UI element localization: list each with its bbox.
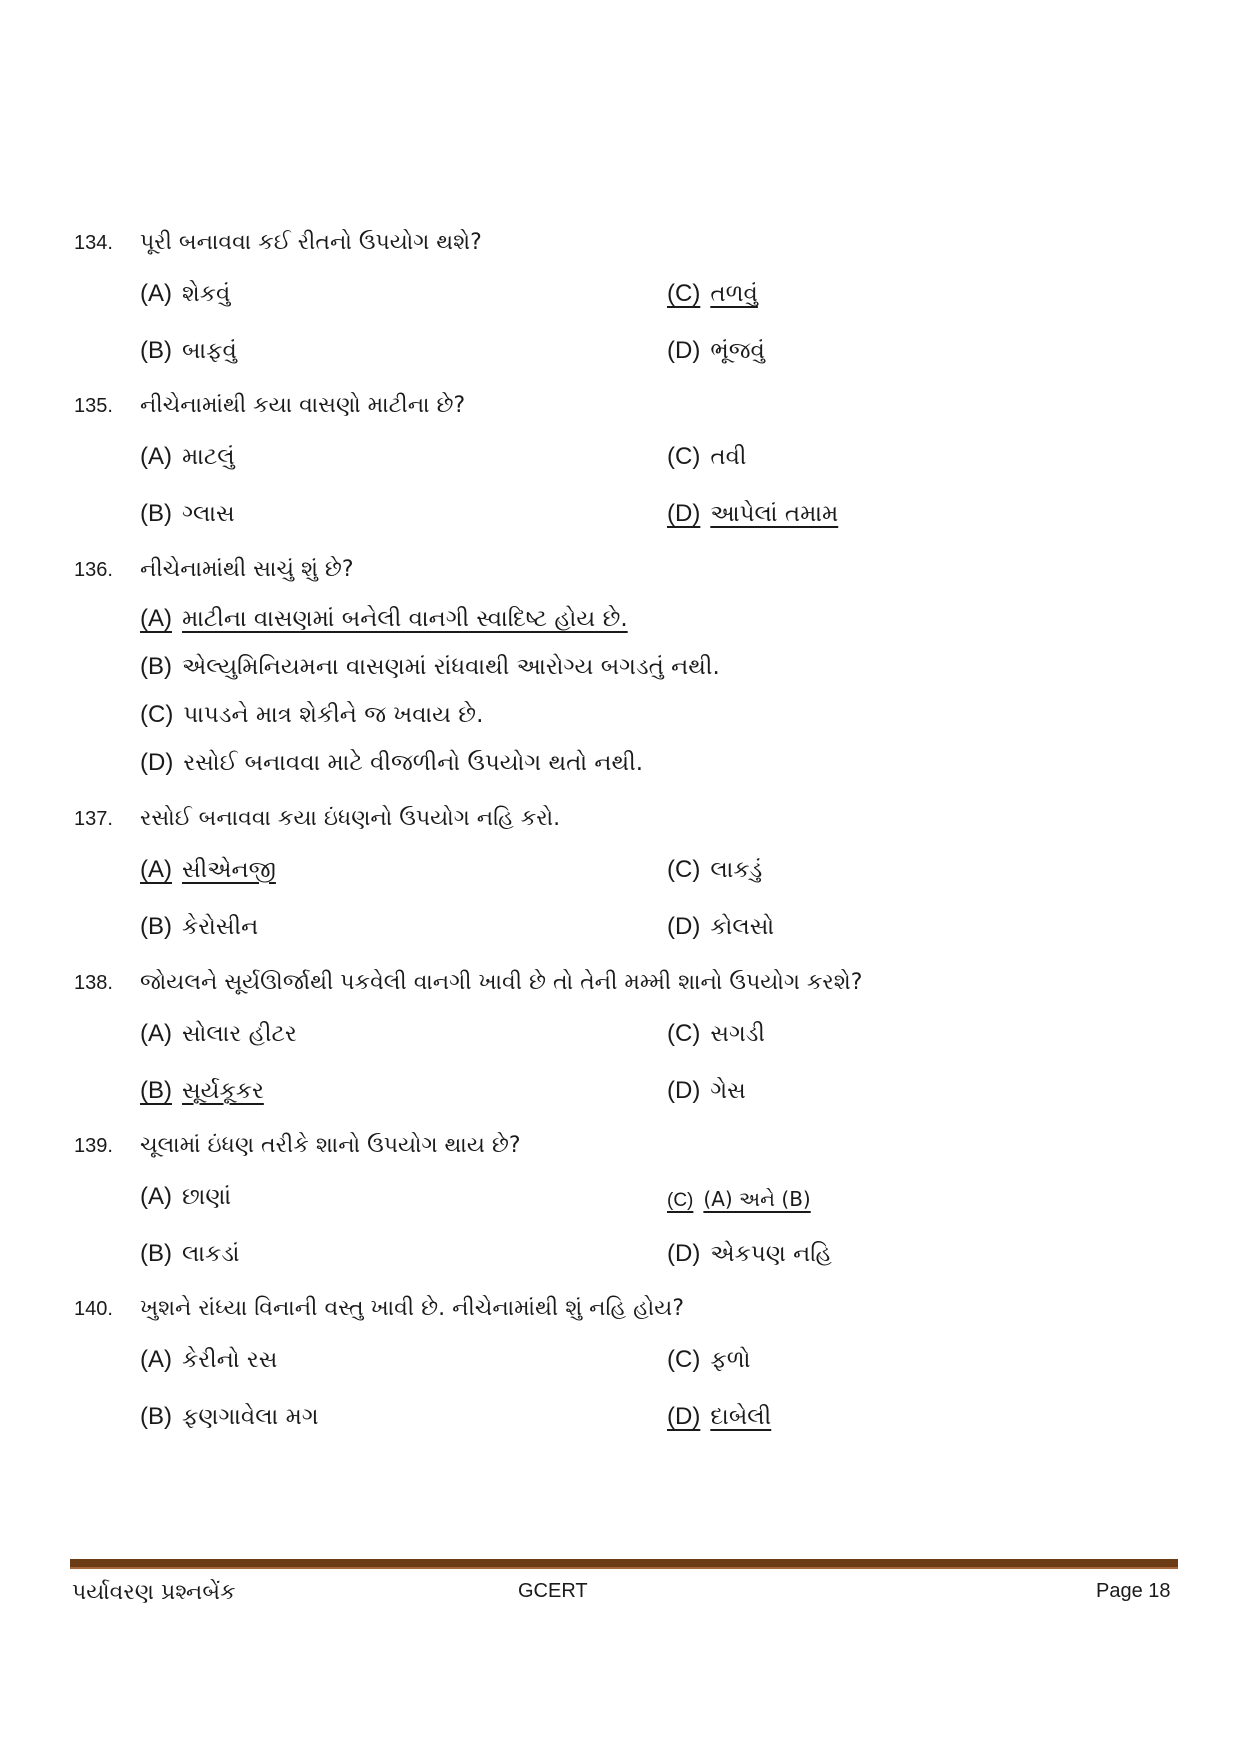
option-label: (D) (667, 913, 701, 940)
option-text: આપેલાં તમામ (710, 501, 839, 527)
option-text: તળવું (710, 281, 758, 307)
option-label: (C) (667, 280, 701, 307)
question-line (74, 1296, 684, 1321)
option-a (140, 443, 235, 471)
option-text: કેરીનો રસ (182, 1347, 278, 1373)
option-text: કેરોસીન (182, 914, 259, 940)
option-text: દાબેલી (710, 1404, 772, 1430)
option-text: ભૂંજવું (710, 338, 765, 364)
option-b (140, 1240, 240, 1268)
question-line (74, 970, 862, 995)
question-line (74, 557, 354, 582)
option-text: સગડી (710, 1021, 765, 1047)
option-c (667, 443, 746, 471)
option-b (140, 913, 258, 941)
option-text: એલ્યુમિનિયમના વાસણમાં રાંધવાથી આરોગ્ય બગડતું નથી. (182, 654, 720, 680)
option-label: (A) (140, 605, 172, 632)
question-number: 137. (74, 808, 113, 830)
option-c-correct (667, 1187, 811, 1212)
option-label: (C) (140, 701, 174, 728)
option-label: (D) (667, 1077, 701, 1104)
option-text: (A) અને (B) (703, 1187, 811, 1211)
option-label: (D) (667, 500, 701, 527)
option-label: (B) (140, 913, 172, 940)
option-d (667, 1077, 746, 1105)
footer-divider (70, 1559, 1178, 1569)
option-b (140, 337, 237, 365)
question-number: 135. (74, 395, 113, 417)
option-b (140, 500, 235, 528)
question-number: 136. (74, 559, 113, 581)
option-label: (A) (140, 856, 172, 883)
question-number: 140. (74, 1298, 113, 1320)
option-c (667, 1020, 765, 1048)
option-a-correct (140, 605, 628, 633)
question-line (74, 393, 465, 418)
option-text: સોલાર હીટર (182, 1021, 297, 1047)
option-a (140, 1020, 297, 1048)
option-text: બાફવું (182, 338, 237, 364)
option-text: કોલસો (710, 914, 775, 940)
option-label: (D) (667, 337, 701, 364)
option-label: (A) (140, 280, 172, 307)
option-a (140, 1183, 231, 1211)
option-text: લાકડાં (182, 1241, 240, 1267)
option-label: (C) (667, 856, 701, 883)
option-a (140, 280, 230, 308)
option-text: લાકડું (710, 857, 763, 883)
question-text: ખુશને રાંધ્યા વિનાની વસ્તુ ખાવી છે. નીચેનામાંથી શું નહિ હોય? (140, 1296, 685, 1321)
option-d (140, 749, 643, 777)
option-b-correct (140, 1077, 264, 1105)
option-a-correct (140, 856, 276, 884)
option-text: છાણાં (182, 1184, 232, 1210)
question-number: 134. (74, 232, 113, 254)
option-text: માટીના વાસણમાં બનેલી વાનગી સ્વાદિષ્ટ હોય છે. (182, 606, 628, 632)
option-label: (B) (140, 1240, 172, 1267)
question-text: રસોઈ બનાવવા કયા ઇંધણનો ઉપયોગ નહિ કરો. (140, 806, 561, 831)
question-number: 138. (74, 972, 113, 994)
option-label: (C) (667, 1346, 701, 1373)
option-text: રસોઈ બનાવવા માટે વીજળીનો ઉપયોગ થતો નથી. (183, 750, 644, 776)
option-a (140, 1346, 277, 1374)
question-line (74, 230, 482, 255)
option-label: (D) (667, 1403, 701, 1430)
option-d (667, 1240, 832, 1268)
option-text: ફળો (710, 1347, 751, 1373)
option-text: એકપણ નહિ (710, 1241, 832, 1267)
option-label: (C) (667, 1190, 694, 1211)
question-number: 139. (74, 1135, 113, 1157)
option-d-correct (667, 1403, 771, 1431)
option-d (667, 913, 774, 941)
question-text: જોયલને સૂર્યઊર્જાથી પકવેલી વાનગી ખાવી છે તો તેની મમ્મી શાનો ઉપયોગ કરશે? (140, 970, 863, 995)
option-c (140, 701, 483, 729)
question-line (74, 1133, 521, 1158)
option-b (140, 653, 720, 681)
option-text: શેકવું (182, 281, 231, 307)
option-label: (B) (140, 1403, 172, 1430)
option-text: ફણગાવેલા મગ (182, 1404, 319, 1430)
option-text: સીએનજી (182, 857, 276, 883)
option-label: (B) (140, 337, 172, 364)
footer-page-number: Page 18 (1096, 1580, 1171, 1602)
option-c (667, 856, 762, 884)
question-text: પૂરી બનાવવા કઈ રીતનો ઉપયોગ થશે? (140, 230, 482, 255)
option-c-correct (667, 280, 758, 308)
option-c (667, 1346, 750, 1374)
option-text: સૂર્યકૂકર (182, 1078, 264, 1104)
option-label: (A) (140, 1183, 172, 1210)
option-text: પાપડને માત્ર શેકીને જ ખવાય છે. (183, 702, 484, 728)
option-label: (C) (667, 443, 701, 470)
option-label: (D) (667, 1240, 701, 1267)
option-label: (D) (140, 749, 174, 776)
option-label: (B) (140, 500, 172, 527)
question-text: ચૂલામાં ઇંધણ તરીકે શાનો ઉપયોગ થાય છે? (140, 1133, 521, 1158)
footer-book-title: પર્યાવરણ પ્રશ્નબેંક (72, 1580, 236, 1605)
question-text: નીચેનામાંથી કયા વાસણો માટીના છે? (140, 393, 466, 418)
option-label: (A) (140, 443, 172, 470)
option-text: માટલું (182, 444, 235, 470)
option-text: ગેસ (710, 1078, 746, 1104)
option-label: (C) (667, 1020, 701, 1047)
question-text: નીચેનામાંથી સાચું શું છે? (140, 557, 354, 582)
option-d (667, 337, 765, 365)
footer-publisher: GCERT (518, 1580, 588, 1602)
option-label: (B) (140, 1077, 172, 1104)
question-line (74, 806, 560, 831)
option-label: (B) (140, 653, 172, 680)
option-label: (A) (140, 1020, 172, 1047)
option-label: (A) (140, 1346, 172, 1373)
option-text: ગ્લાસ (182, 501, 235, 527)
option-text: તવી (710, 444, 747, 470)
option-b (140, 1403, 319, 1431)
option-d-correct (667, 500, 838, 528)
